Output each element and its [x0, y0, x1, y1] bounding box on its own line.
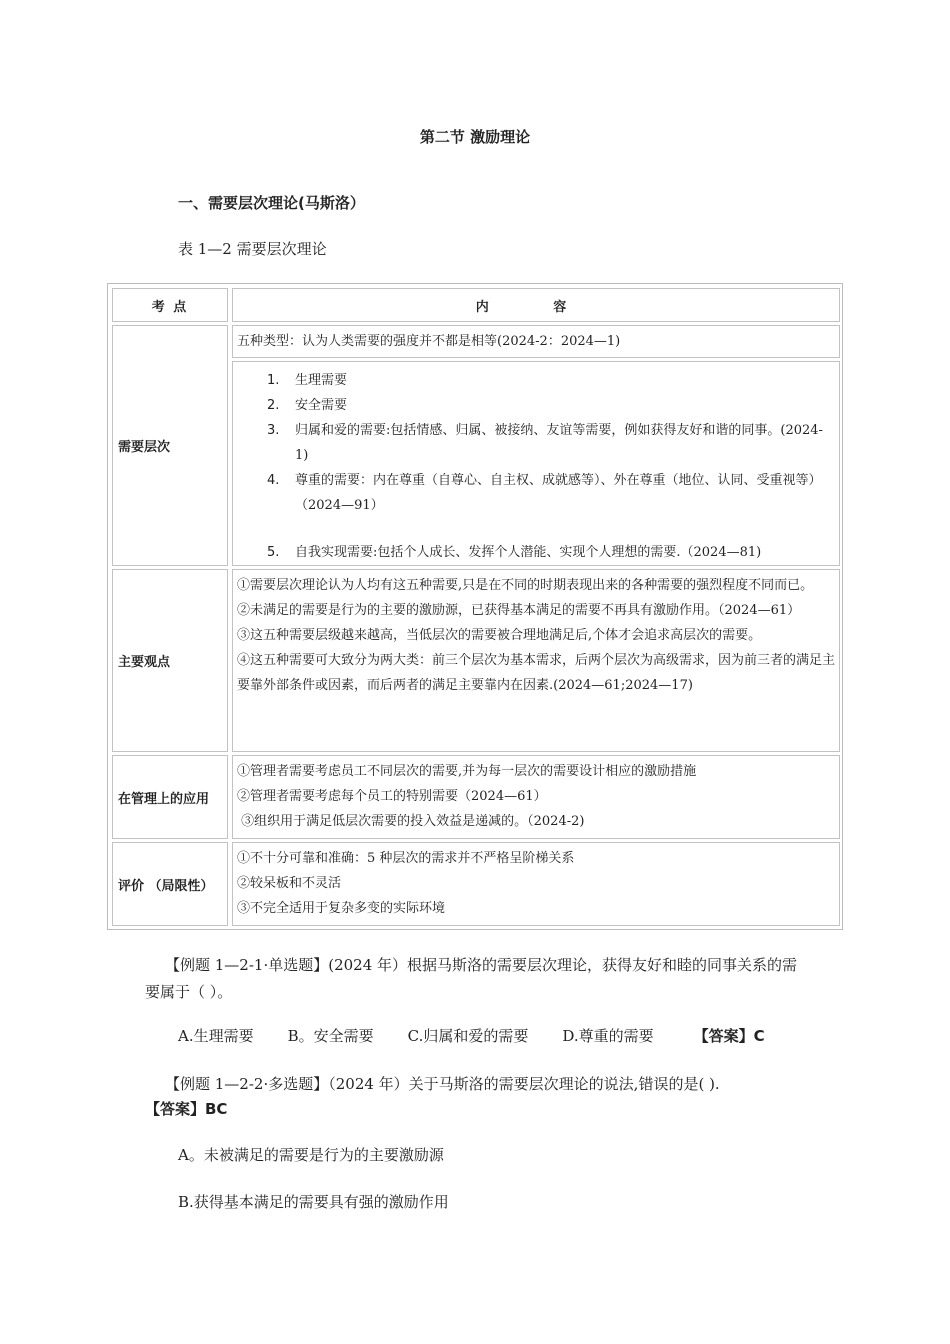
example2-option-b: B.获得基本满足的需要具有强的激励作用 [178, 1193, 449, 1211]
example1-answer: 【答案】C [693, 1027, 765, 1045]
row-label-main-points: 主要观点 [112, 569, 228, 752]
management-application-cell [232, 755, 840, 839]
option-a: A.生理需要 [178, 1027, 254, 1045]
list-item: ①不十分可靠和准确：5 种层次的需求并不严格呈阶梯关系 [237, 851, 575, 866]
section-heading: 一、需要层次理论(马斯洛） [178, 194, 365, 212]
list-item: ③组织用于满足低层次需要的投入效益是递减的。（2024-2) [237, 814, 585, 829]
list-item: 5. 自我实现需要:包括个人成长、发挥个人潜能、实现个人理想的需要.（2024—81) [267, 545, 762, 560]
list-item: ③这五种需要层级越来越高，当低层次的需要被合理地满足后,个体才会追求高层次的需要。 [237, 628, 762, 643]
list-item: ①管理者需要考虑员工不同层次的需要,并为每一层次的需要设计相应的激励措施 [237, 764, 697, 779]
list-item: 1. 生理需要 [267, 373, 348, 388]
list-item: ①需要层次理论认为人均有这五种需要,只是在不同的时期表现出来的各种需要的强烈程度不同而已。 [237, 578, 814, 593]
needs-intro-cell [232, 325, 840, 358]
row-label-needs-levels: 需要层次 [112, 325, 228, 566]
needs-list-cell [232, 361, 840, 566]
table-header-topic: 考 点 [112, 288, 228, 322]
needs-intro-text: 五种类型：认为人类需要的强度并不都是相等(2024-2：2024—1) [237, 334, 621, 349]
list-item: ④这五种需要可大致分为两大类：前三个层次为基本需求，后两个层次为高级需求，因为前三者的满足主要靠外部条件或因素，而后两者的满足主要靠内在因素.(2024—61;2024—17) [237, 653, 836, 693]
example1-options [178, 1023, 818, 1050]
list-item: ②未满足的需要是行为的主要的激励源，已获得基本满足的需要不再具有激励作用。（2024—61） [237, 603, 801, 618]
example1-question: 【例题 1—2-1·单选题】(2024 年）根据马斯洛的需要层次理论，获得友好和睦的同事关系的需要属于（ ）。 [145, 956, 798, 1001]
list-item: ③不完全适用于复杂多变的实际环境 [237, 901, 446, 916]
table-caption: 表 1—2 需要层次理论 [178, 240, 327, 258]
list-item: 2. 安全需要 [267, 398, 348, 413]
table-header-content: 内 容 [232, 288, 840, 322]
example2-question: 【例题 1—2-2·多选题】（2024 年）关于马斯洛的需要层次理论的说法,错误的是( ). [165, 1075, 720, 1093]
row-label-evaluation: 评价 （局限性） [112, 842, 228, 926]
evaluation-cell [232, 842, 840, 926]
row-label-management-application: 在管理上的应用 [112, 755, 228, 839]
hierarchy-table [107, 283, 843, 930]
example2-option-a: A。未被满足的需要是行为的主要激励源 [178, 1146, 444, 1164]
list-item: ②管理者需要考虑每个员工的特别需要（2024—61） [237, 789, 547, 804]
list-item: 3. 归属和爱的需要:包括情感、归属、被接纳、友谊等需要，例如获得友好和谐的同事。(2024-1) [267, 423, 823, 463]
section-title: 第二节 激励理论 [419, 128, 531, 146]
list-item: ②较呆板和不灵活 [237, 876, 342, 891]
example2-answer-line [145, 1096, 227, 1123]
example2-answer: 【答案】BC [145, 1100, 228, 1118]
list-item: 4. 尊重的需要：内在尊重（自尊心、自主权、成就感等）、外在尊重（地位、认同、受重视等）（2024—91） [267, 473, 822, 513]
option-b: B。安全需要 [287, 1027, 374, 1045]
option-c: C.归属和爱的需要 [407, 1027, 529, 1045]
main-points-cell [232, 569, 840, 752]
needs-list [237, 368, 835, 565]
option-d: D.尊重的需要 [562, 1027, 654, 1045]
